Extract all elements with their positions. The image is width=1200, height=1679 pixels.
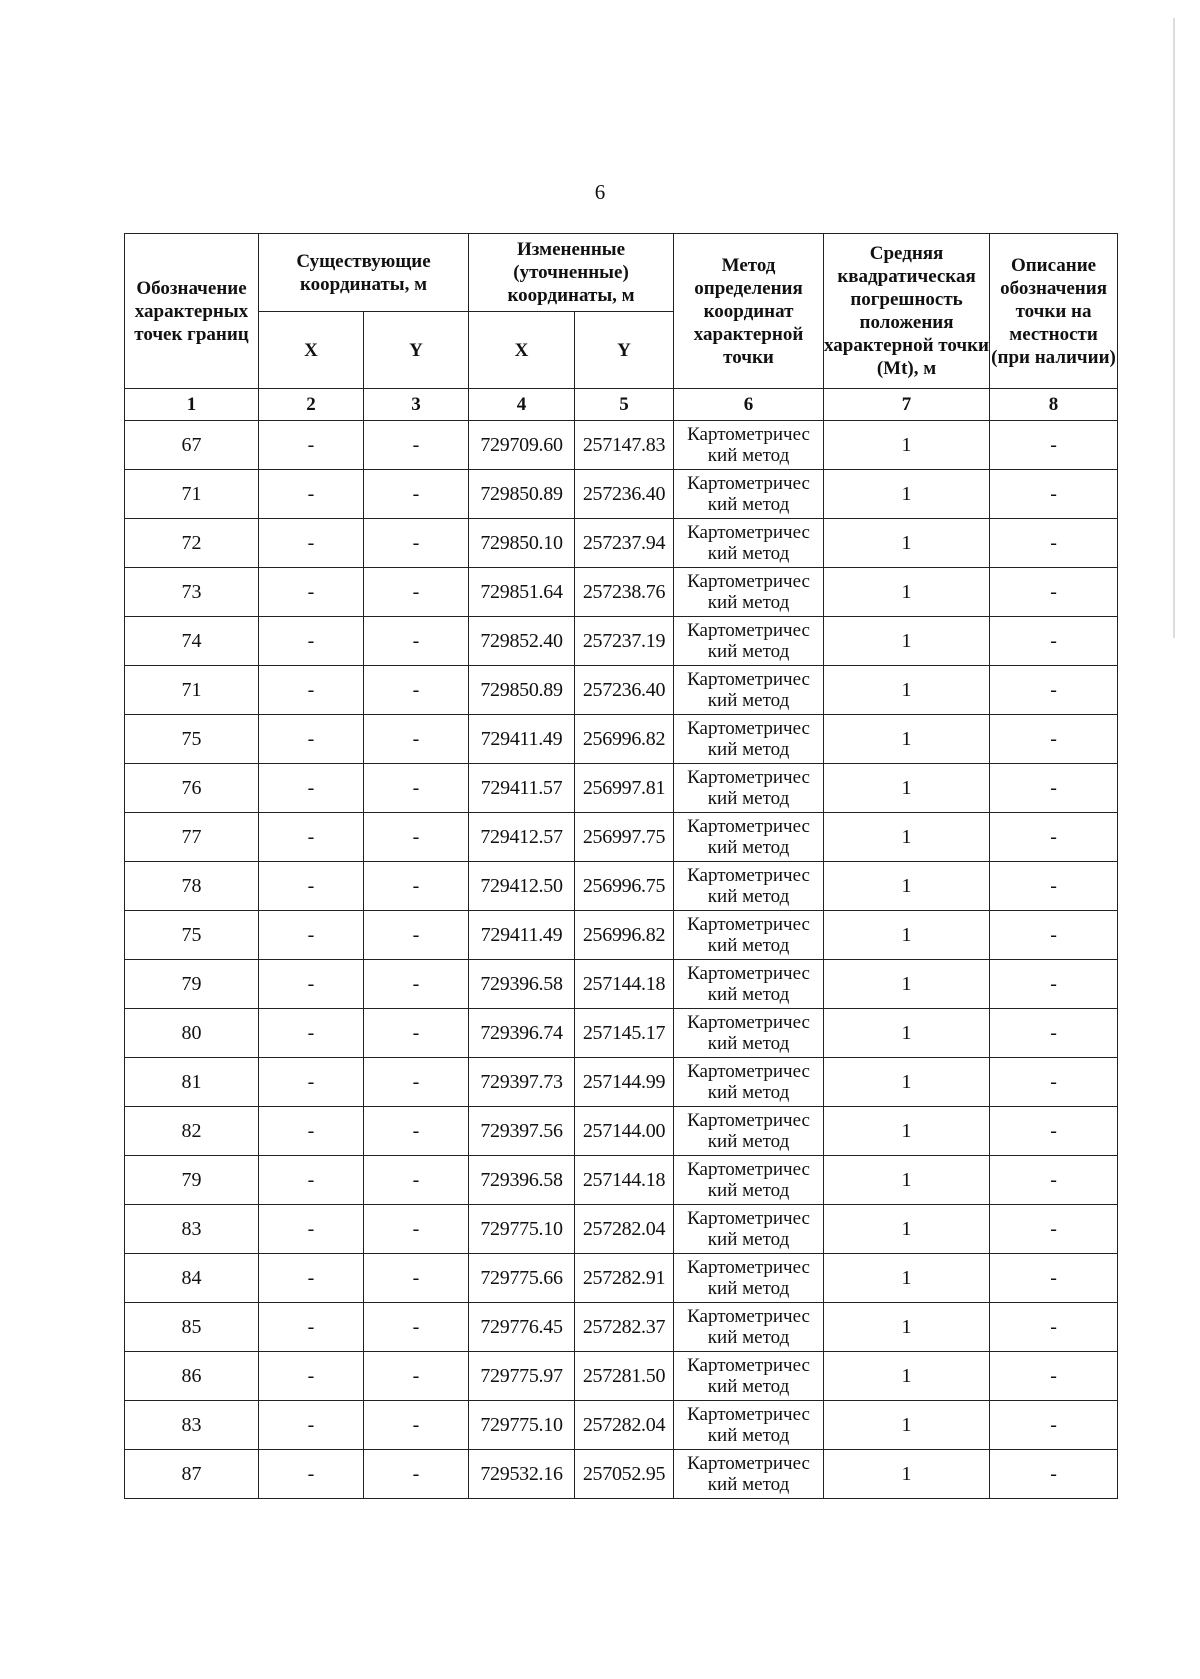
cell-existing-x: - — [259, 1107, 364, 1156]
header-row-1 — [125, 234, 1118, 312]
table-row — [125, 1450, 1118, 1499]
cell-point: 83 — [125, 1401, 259, 1450]
column-number: 5 — [575, 389, 674, 421]
cell-error: 1 — [824, 1352, 990, 1401]
cell-point: 80 — [125, 1009, 259, 1058]
cell-existing-y: - — [364, 764, 469, 813]
cell-method: Картометричес кий метод — [674, 715, 824, 764]
cell-error: 1 — [824, 1303, 990, 1352]
cell-changed-x: 729709.60 — [469, 421, 575, 470]
cell-point: 84 — [125, 1254, 259, 1303]
cell-method: Картометричес кий метод — [674, 1107, 824, 1156]
cell-changed-y: 257237.19 — [575, 617, 674, 666]
cell-changed-y: 256996.75 — [575, 862, 674, 911]
cell-point: 86 — [125, 1352, 259, 1401]
table-row — [125, 470, 1118, 519]
cell-point: 67 — [125, 421, 259, 470]
cell-description: - — [990, 617, 1118, 666]
cell-changed-x: 729411.49 — [469, 715, 575, 764]
cell-changed-y: 257144.18 — [575, 960, 674, 1009]
cell-method: Картометричес кий метод — [674, 1303, 824, 1352]
cell-existing-y: - — [364, 568, 469, 617]
cell-description: - — [990, 470, 1118, 519]
cell-existing-x: - — [259, 960, 364, 1009]
cell-error: 1 — [824, 911, 990, 960]
column-number: 1 — [125, 389, 259, 421]
cell-point: 76 — [125, 764, 259, 813]
cell-existing-x: - — [259, 813, 364, 862]
cell-existing-x: - — [259, 1205, 364, 1254]
cell-changed-x: 729851.64 — [469, 568, 575, 617]
cell-existing-y: - — [364, 1058, 469, 1107]
cell-error: 1 — [824, 1107, 990, 1156]
cell-existing-x: - — [259, 666, 364, 715]
cell-existing-y: - — [364, 862, 469, 911]
table-row — [125, 568, 1118, 617]
column-number: 8 — [990, 389, 1118, 421]
cell-description: - — [990, 715, 1118, 764]
header-description: Описание обозначения точки на местности (при наличии) — [990, 234, 1118, 389]
cell-method: Картометричес кий метод — [674, 1450, 824, 1499]
cell-existing-y: - — [364, 1254, 469, 1303]
cell-existing-x: - — [259, 1303, 364, 1352]
cell-error: 1 — [824, 666, 990, 715]
cell-existing-y: - — [364, 421, 469, 470]
cell-existing-y: - — [364, 1450, 469, 1499]
cell-changed-x: 729396.74 — [469, 1009, 575, 1058]
cell-changed-x: 729411.49 — [469, 911, 575, 960]
cell-changed-y: 257282.37 — [575, 1303, 674, 1352]
cell-existing-x: - — [259, 1009, 364, 1058]
cell-existing-x: - — [259, 1352, 364, 1401]
cell-point: 73 — [125, 568, 259, 617]
table-row — [125, 1401, 1118, 1450]
cell-existing-x: - — [259, 1254, 364, 1303]
cell-point: 72 — [125, 519, 259, 568]
cell-changed-y: 257144.00 — [575, 1107, 674, 1156]
cell-existing-x: - — [259, 715, 364, 764]
header-existing-coordinates: Существующие координаты, м — [259, 234, 469, 312]
header-method: Метод определения координат характерной точки — [674, 234, 824, 389]
cell-existing-x: - — [259, 911, 364, 960]
cell-changed-x: 729411.57 — [469, 764, 575, 813]
cell-existing-y: - — [364, 911, 469, 960]
cell-error: 1 — [824, 421, 990, 470]
cell-existing-x: - — [259, 1450, 364, 1499]
cell-description: - — [990, 1156, 1118, 1205]
cell-existing-y: - — [364, 1303, 469, 1352]
cell-existing-y: - — [364, 1205, 469, 1254]
cell-changed-x: 729397.56 — [469, 1107, 575, 1156]
cell-error: 1 — [824, 568, 990, 617]
table-row — [125, 1352, 1118, 1401]
cell-changed-x: 729775.66 — [469, 1254, 575, 1303]
cell-description: - — [990, 1107, 1118, 1156]
cell-changed-x: 729850.89 — [469, 470, 575, 519]
cell-changed-y: 257144.99 — [575, 1058, 674, 1107]
cell-changed-y: 257236.40 — [575, 470, 674, 519]
column-number-row — [125, 389, 1118, 421]
cell-error: 1 — [824, 470, 990, 519]
cell-method: Картометричес кий метод — [674, 666, 824, 715]
cell-description: - — [990, 568, 1118, 617]
cell-point: 74 — [125, 617, 259, 666]
table-row — [125, 1107, 1118, 1156]
table-row — [125, 1156, 1118, 1205]
cell-changed-y: 257145.17 — [575, 1009, 674, 1058]
cell-existing-y: - — [364, 1401, 469, 1450]
cell-point: 75 — [125, 715, 259, 764]
header-existing-x: X — [259, 312, 364, 389]
cell-method: Картометричес кий метод — [674, 911, 824, 960]
cell-changed-y: 257282.91 — [575, 1254, 674, 1303]
cell-existing-y: - — [364, 1107, 469, 1156]
cell-error: 1 — [824, 519, 990, 568]
cell-changed-x: 729396.58 — [469, 960, 575, 1009]
cell-point: 82 — [125, 1107, 259, 1156]
cell-method: Картометричес кий метод — [674, 1352, 824, 1401]
header-error: Средняя квадратическая погрешность положения характерной точки (Mt), м — [824, 234, 990, 389]
table-row — [125, 911, 1118, 960]
table-row — [125, 813, 1118, 862]
cell-point: 87 — [125, 1450, 259, 1499]
header-point-designation: Обозначение характерных точек границ — [125, 234, 259, 389]
cell-error: 1 — [824, 1058, 990, 1107]
cell-description: - — [990, 1058, 1118, 1107]
cell-method: Картометричес кий метод — [674, 421, 824, 470]
cell-method: Картометричес кий метод — [674, 1156, 824, 1205]
cell-changed-x: 729412.50 — [469, 862, 575, 911]
column-number: 6 — [674, 389, 824, 421]
cell-existing-y: - — [364, 470, 469, 519]
cell-method: Картометричес кий метод — [674, 1009, 824, 1058]
cell-method: Картометричес кий метод — [674, 1254, 824, 1303]
cell-point: 77 — [125, 813, 259, 862]
cell-existing-y: - — [364, 1009, 469, 1058]
cell-error: 1 — [824, 862, 990, 911]
cell-existing-y: - — [364, 1156, 469, 1205]
cell-description: - — [990, 1450, 1118, 1499]
cell-point: 79 — [125, 1156, 259, 1205]
cell-existing-x: - — [259, 862, 364, 911]
scan-edge-line — [1173, 18, 1175, 638]
cell-description: - — [990, 1254, 1118, 1303]
cell-error: 1 — [824, 1450, 990, 1499]
table-row — [125, 715, 1118, 764]
column-number: 4 — [469, 389, 575, 421]
cell-existing-y: - — [364, 715, 469, 764]
table-row — [125, 1254, 1118, 1303]
cell-existing-y: - — [364, 960, 469, 1009]
cell-existing-y: - — [364, 813, 469, 862]
header-changed-y: Y — [575, 312, 674, 389]
cell-changed-y: 257144.18 — [575, 1156, 674, 1205]
table-row — [125, 666, 1118, 715]
cell-changed-x: 729850.89 — [469, 666, 575, 715]
header-existing-y: Y — [364, 312, 469, 389]
cell-changed-y: 257281.50 — [575, 1352, 674, 1401]
cell-existing-x: - — [259, 1058, 364, 1107]
cell-description: - — [990, 519, 1118, 568]
column-number: 3 — [364, 389, 469, 421]
cell-description: - — [990, 1303, 1118, 1352]
cell-changed-x: 729532.16 — [469, 1450, 575, 1499]
cell-method: Картометричес кий метод — [674, 813, 824, 862]
cell-method: Картометричес кий метод — [674, 1205, 824, 1254]
cell-point: 78 — [125, 862, 259, 911]
cell-changed-x: 729775.10 — [469, 1401, 575, 1450]
cell-description: - — [990, 1205, 1118, 1254]
cell-existing-x: - — [259, 1401, 364, 1450]
cell-method: Картометричес кий метод — [674, 960, 824, 1009]
table-row — [125, 519, 1118, 568]
cell-description: - — [990, 666, 1118, 715]
cell-error: 1 — [824, 813, 990, 862]
cell-error: 1 — [824, 1401, 990, 1450]
cell-error: 1 — [824, 960, 990, 1009]
cell-description: - — [990, 1352, 1118, 1401]
cell-method: Картометричес кий метод — [674, 568, 824, 617]
column-number: 7 — [824, 389, 990, 421]
table-row — [125, 421, 1118, 470]
cell-point: 83 — [125, 1205, 259, 1254]
cell-error: 1 — [824, 764, 990, 813]
cell-changed-x: 729775.97 — [469, 1352, 575, 1401]
cell-existing-x: - — [259, 617, 364, 666]
cell-changed-y: 257282.04 — [575, 1401, 674, 1450]
cell-changed-y: 256996.82 — [575, 911, 674, 960]
cell-existing-x: - — [259, 470, 364, 519]
table-row — [125, 1009, 1118, 1058]
page-number: 6 — [594, 180, 606, 204]
header-changed-coordinates: Измененные (уточненные) координаты, м — [469, 234, 674, 312]
cell-changed-y: 256997.75 — [575, 813, 674, 862]
cell-method: Картометричес кий метод — [674, 519, 824, 568]
cell-error: 1 — [824, 1009, 990, 1058]
cell-error: 1 — [824, 1156, 990, 1205]
cell-method: Картометричес кий метод — [674, 862, 824, 911]
cell-changed-y: 257238.76 — [575, 568, 674, 617]
cell-description: - — [990, 813, 1118, 862]
cell-description: - — [990, 862, 1118, 911]
cell-description: - — [990, 1009, 1118, 1058]
cell-changed-x: 729412.57 — [469, 813, 575, 862]
cell-error: 1 — [824, 1254, 990, 1303]
cell-existing-y: - — [364, 519, 469, 568]
cell-changed-y: 257147.83 — [575, 421, 674, 470]
cell-existing-y: - — [364, 1352, 469, 1401]
header-changed-x: X — [469, 312, 575, 389]
cell-method: Картометричес кий метод — [674, 1058, 824, 1107]
cell-description: - — [990, 960, 1118, 1009]
cell-changed-y: 257052.95 — [575, 1450, 674, 1499]
cell-existing-x: - — [259, 568, 364, 617]
cell-changed-x: 729850.10 — [469, 519, 575, 568]
cell-method: Картометричес кий метод — [674, 470, 824, 519]
cell-method: Картометричес кий метод — [674, 764, 824, 813]
cell-point: 71 — [125, 470, 259, 519]
table-row — [125, 960, 1118, 1009]
cell-changed-y: 257236.40 — [575, 666, 674, 715]
cell-existing-x: - — [259, 1156, 364, 1205]
cell-point: 75 — [125, 911, 259, 960]
cell-existing-x: - — [259, 519, 364, 568]
cell-changed-x: 729776.45 — [469, 1303, 575, 1352]
cell-changed-x: 729775.10 — [469, 1205, 575, 1254]
cell-point: 79 — [125, 960, 259, 1009]
cell-method: Картометричес кий метод — [674, 617, 824, 666]
table-row — [125, 617, 1118, 666]
cell-point: 85 — [125, 1303, 259, 1352]
table-row — [125, 764, 1118, 813]
table-row — [125, 1205, 1118, 1254]
table-row — [125, 1303, 1118, 1352]
cell-method: Картометричес кий метод — [674, 1401, 824, 1450]
table-row — [125, 1058, 1118, 1107]
cell-point: 71 — [125, 666, 259, 715]
column-number: 2 — [259, 389, 364, 421]
cell-existing-y: - — [364, 617, 469, 666]
cell-existing-y: - — [364, 666, 469, 715]
cell-description: - — [990, 1401, 1118, 1450]
cell-changed-x: 729397.73 — [469, 1058, 575, 1107]
cell-point: 81 — [125, 1058, 259, 1107]
boundary-points-table — [124, 233, 1118, 1499]
cell-existing-x: - — [259, 764, 364, 813]
cell-changed-y: 257282.04 — [575, 1205, 674, 1254]
cell-error: 1 — [824, 715, 990, 764]
cell-changed-y: 257237.94 — [575, 519, 674, 568]
cell-changed-x: 729396.58 — [469, 1156, 575, 1205]
cell-existing-x: - — [259, 421, 364, 470]
cell-changed-y: 256997.81 — [575, 764, 674, 813]
cell-changed-y: 256996.82 — [575, 715, 674, 764]
cell-error: 1 — [824, 1205, 990, 1254]
cell-error: 1 — [824, 617, 990, 666]
cell-description: - — [990, 421, 1118, 470]
cell-description: - — [990, 764, 1118, 813]
cell-changed-x: 729852.40 — [469, 617, 575, 666]
cell-description: - — [990, 911, 1118, 960]
table-row — [125, 862, 1118, 911]
